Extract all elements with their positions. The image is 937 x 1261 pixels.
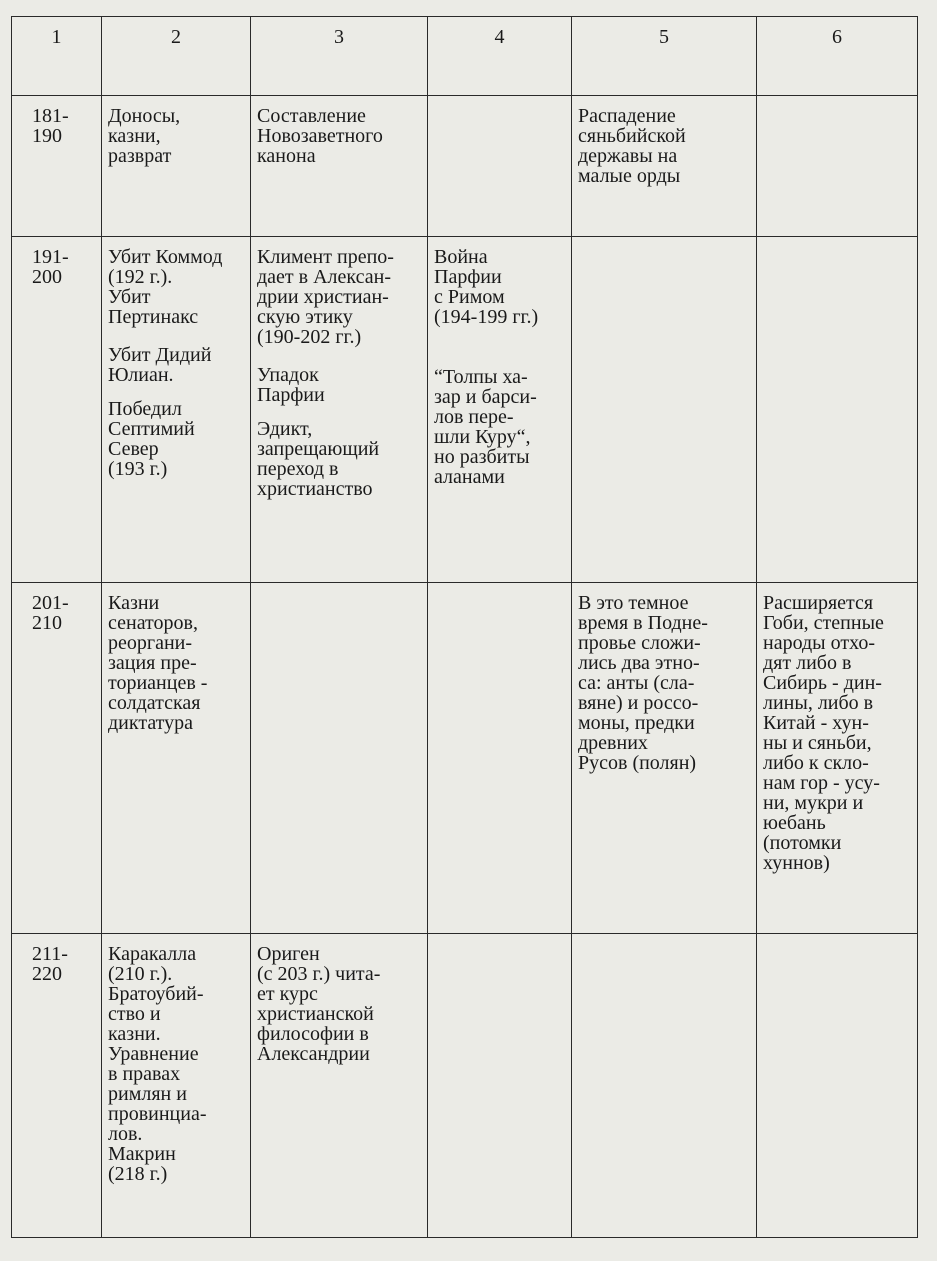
col5-cell (572, 96, 757, 237)
cell-text: Расширяется Гоби, степные народы отхо- дят либо в Сибирь - дин- лины, либо в Китай - хун- ны и сяньби, либо к скло- нам гор - усу- ни, мукри и юебань (потомки хуннов) (763, 592, 884, 874)
years-cell (12, 583, 102, 934)
cell-text: Составление Новозаветного канона (257, 105, 383, 167)
spacer (108, 385, 244, 399)
years-text: 191- 200 (32, 246, 69, 288)
col2-cell (102, 583, 251, 934)
table-row (12, 934, 918, 1238)
col5-cell (572, 934, 757, 1238)
cell-text: Казни сенаторов, реоргани- зация пре- торианцев - солдатская диктатура (108, 592, 208, 734)
spacer (257, 347, 421, 365)
header-cell-1: 1 (12, 17, 102, 96)
col3-cell (251, 96, 428, 237)
cell-text: Ориген (с 203 г.) чита- ет курс христианской философии в Александрии (257, 943, 381, 1065)
col6-cell (757, 237, 918, 583)
header-cell-4: 4 (428, 17, 572, 96)
col5-cell (572, 237, 757, 583)
col3-cell (251, 237, 428, 583)
spacer (108, 327, 244, 345)
col2-cell (102, 237, 251, 583)
cell-text: В это темное время в Подне- провье сложи- лись два этно- са: анты (сла- вяне) и россо- моны, предки древних Русов (полян) (578, 592, 708, 774)
years-text: 201- 210 (32, 592, 69, 634)
col6-cell (757, 583, 918, 934)
col6-cell (757, 934, 918, 1238)
cell-text: Упадок Парфии (257, 364, 325, 406)
col3-cell (251, 934, 428, 1238)
years-text: 181- 190 (32, 105, 69, 147)
col4-cell (428, 237, 572, 583)
col6-cell (757, 96, 918, 237)
table-row (12, 583, 918, 934)
years-cell (12, 934, 102, 1238)
col4-cell (428, 96, 572, 237)
cell-text: Каракалла (210 г.). Братоубий- ство и казни. Уравнение в правах римлян и провинциа- лов. Макрин (218 г.) (108, 943, 207, 1185)
cell-text: Эдикт, запрещающий переход в христианство (257, 418, 380, 500)
cell-text: Распадение сяньбийской державы на малые орды (578, 105, 686, 187)
chronology-table (11, 16, 918, 1238)
cell-text: Убит Коммод (192 г.). Убит Пертинакс (108, 246, 223, 328)
header-cell-2: 2 (102, 17, 251, 96)
cell-text: Доносы, казни, разврат (108, 105, 181, 167)
cell-text: Победил Септимий Север (193 г.) (108, 398, 195, 480)
cell-text: Климент препо- дает в Алексан- дрии христиан- скую этику (190-202 гг.) (257, 246, 394, 348)
spacer (434, 327, 565, 367)
col5-cell (572, 583, 757, 934)
table-row (12, 96, 918, 237)
header-row (12, 17, 918, 96)
cell-text: “Толпы ха- зар и барси- лов пере- шли Куру“, но разбиты аланами (434, 366, 537, 488)
cell-text: Убит Дидий Юлиан. (108, 344, 212, 386)
header-cell-6: 6 (757, 17, 918, 96)
col2-cell (102, 96, 251, 237)
years-text: 211- 220 (32, 943, 68, 985)
col2-cell (102, 934, 251, 1238)
col4-cell (428, 583, 572, 934)
col4-cell (428, 934, 572, 1238)
col3-cell (251, 583, 428, 934)
table-row (12, 237, 918, 583)
cell-text: Война Парфии с Римом (194-199 гг.) (434, 246, 539, 328)
header-cell-5: 5 (572, 17, 757, 96)
years-cell (12, 96, 102, 237)
header-cell-3: 3 (251, 17, 428, 96)
years-cell (12, 237, 102, 583)
spacer (257, 405, 421, 419)
